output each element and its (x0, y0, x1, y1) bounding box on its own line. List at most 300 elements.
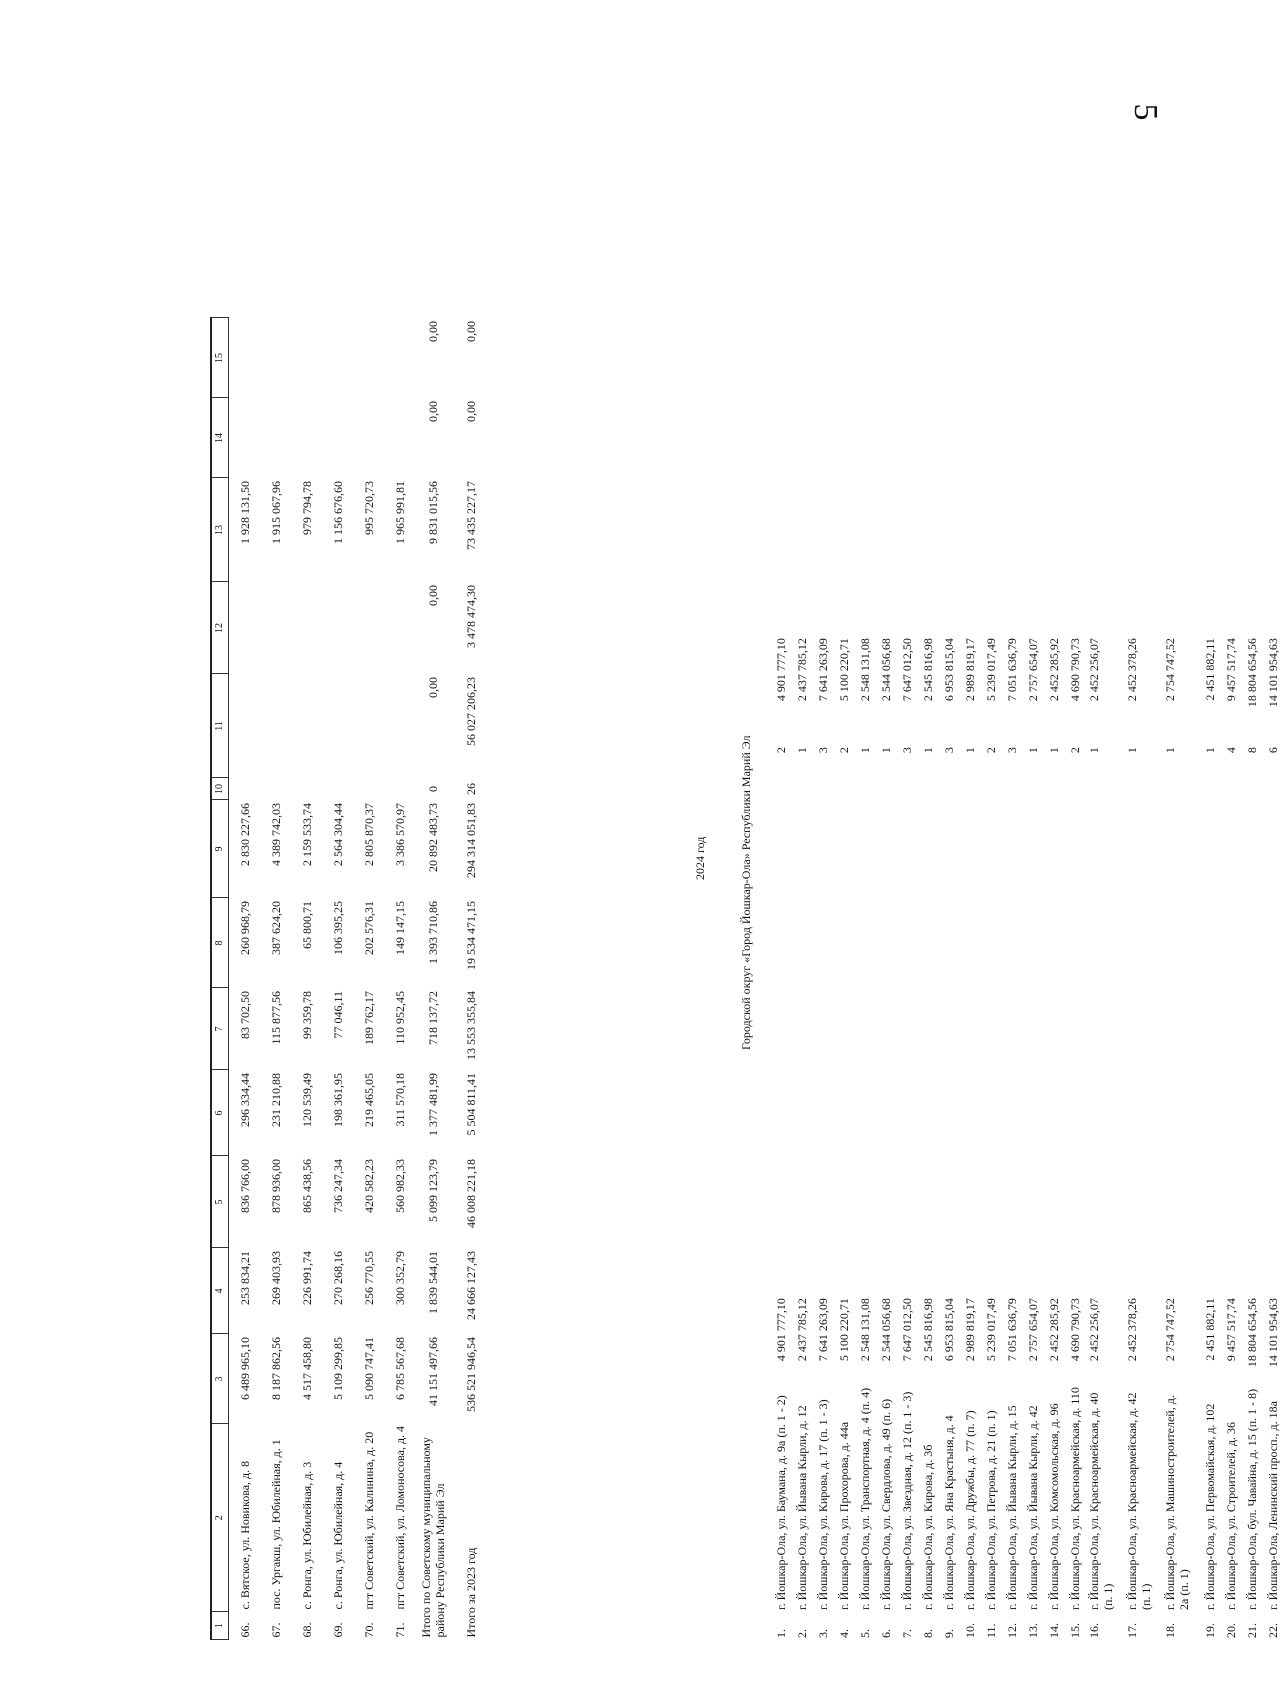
row-address: г. Йошкар-Ола, ул. Красноармейская, д. 40 (п. 1) (1087, 1392, 1115, 1610)
row-value-c9: 3 386 570,97 (392, 802, 407, 866)
row-empty-cell (812, 761, 833, 859)
row-value-c10: 8 (1244, 747, 1259, 754)
row-value-c10: 1 (1125, 747, 1139, 754)
row-empty-cell (854, 949, 875, 1031)
row-value-c3: 2 452 256,07 (1087, 1298, 1101, 1362)
table-row (1220, 635, 1241, 1640)
row-empty-cell (1064, 1117, 1085, 1209)
table-row (353, 318, 384, 1640)
row-empty-cell (1001, 1117, 1022, 1209)
row-address: г. Йошкар-Ола, ул. Петрова, д. 21 (п. 1) (983, 1410, 998, 1610)
table-row (384, 318, 415, 1640)
table-row (1123, 635, 1161, 1640)
row-value-c3: 14 101 954,63 (1265, 1298, 1280, 1368)
row-empty-cell (1241, 1209, 1262, 1295)
row-value-c12 (229, 582, 261, 674)
table-row (1199, 635, 1220, 1640)
row-empty-cell (1220, 761, 1241, 859)
row-empty-cell (896, 859, 917, 949)
row-value-c11: 14 101 954,63 (1265, 638, 1280, 708)
row-empty-cell (1022, 1031, 1043, 1117)
row-empty-cell (854, 1117, 875, 1209)
table-row (1262, 635, 1283, 1640)
row-empty-cell (1241, 1117, 1262, 1209)
row-address: с. Ронга, ул. Юбилейная, д. 4 (330, 1461, 345, 1610)
table-row (322, 318, 353, 1640)
row-number: 2. (794, 1629, 809, 1638)
row-value-c3: 5 239 017,49 (983, 1298, 998, 1362)
total-value-c9: 294 314 051,83 (464, 802, 478, 878)
row-address: г. Йошкар-Ола, ул. Йывана Кырли, д. 12 (794, 1405, 809, 1610)
row-value-c3: 2 548 131,08 (857, 1298, 872, 1362)
row-number: 15. (1067, 1623, 1082, 1638)
row-empty-cell (1262, 1031, 1283, 1117)
row-value-c8: 260 968,79 (237, 900, 252, 955)
row-empty-cell (854, 1209, 875, 1295)
row-value-c11: 7 641 263,09 (815, 638, 830, 702)
header-cell: 7 (211, 988, 229, 1070)
row-empty-cell (1064, 949, 1085, 1031)
row-empty-cell (1001, 1209, 1022, 1295)
row-number: 1. (773, 1629, 788, 1638)
row-empty-cell (1241, 859, 1262, 949)
row-number: 16. (1087, 1623, 1101, 1638)
row-value-c3: 7 647 012,50 (899, 1298, 914, 1362)
row-number: 66. (237, 1622, 252, 1638)
total-value-c4: 24 666 127,43 (464, 1250, 478, 1320)
table-row (833, 635, 854, 1640)
row-address: г. Йошкар-Ола, ул. Свердлова, д. 49 (п. 6) (878, 1398, 893, 1610)
row-number: 22. (1265, 1623, 1280, 1638)
row-empty-cell (791, 761, 812, 859)
row-value-c11: 4 690 790,73 (1067, 638, 1082, 702)
total-value-c7: 718 137,72 (426, 990, 440, 1045)
total-value-c3: 41 151 497,66 (426, 1336, 440, 1406)
row-empty-cell (1220, 1209, 1241, 1295)
row-empty-cell (833, 949, 854, 1031)
total-value-c15: 0,00 (464, 320, 478, 342)
row-value-c10: 1 (857, 747, 872, 754)
row-empty-cell (812, 1117, 833, 1209)
table-row (260, 318, 291, 1640)
header-cell: 11 (211, 674, 229, 778)
row-value-c10: 4 (1223, 747, 1238, 754)
row-value-c10 (260, 778, 291, 800)
header-cell: 1 (211, 1612, 229, 1640)
row-empty-cell (1085, 859, 1123, 949)
row-empty-cell (1043, 1209, 1064, 1295)
row-value-c6: 198 361,95 (330, 1072, 345, 1127)
row-value-c4: 269 403,93 (268, 1250, 283, 1305)
row-value-c11: 2 451 882,11 (1202, 638, 1217, 701)
row-value-c10: 3 (899, 747, 914, 754)
row-empty-cell (833, 1031, 854, 1117)
row-value-c15 (353, 318, 384, 398)
row-value-c10: 3 (941, 747, 956, 754)
row-empty-cell (959, 949, 980, 1031)
row-value-c14 (229, 398, 261, 478)
row-value-c11: 2 548 131,08 (857, 638, 872, 702)
row-value-c5: 836 766,00 (237, 1158, 252, 1213)
row-empty-cell (812, 949, 833, 1031)
row-value-c11: 7 051 636,79 (1004, 638, 1019, 702)
row-value-c13: 1 928 131,50 (237, 480, 252, 544)
row-value-c11: 2 452 256,07 (1087, 638, 1101, 702)
row-value-c3: 2 757 654,07 (1025, 1298, 1040, 1362)
row-number: 21. (1244, 1623, 1259, 1638)
row-empty-cell (854, 859, 875, 949)
total-value-c5: 46 008 221,18 (464, 1158, 478, 1228)
row-number: 68. (299, 1622, 314, 1638)
header-cell: 6 (211, 1070, 229, 1156)
row-value-c3: 4 901 777,10 (773, 1298, 788, 1362)
row-value-c11: 2 452 378,26 (1125, 638, 1139, 702)
total-value-c10: 26 (464, 782, 478, 795)
row-number: 11. (983, 1623, 998, 1638)
row-value-c14 (260, 398, 291, 478)
row-value-c10: 1 (878, 747, 893, 754)
row-value-c3: 6 785 567,68 (392, 1336, 407, 1400)
row-value-c4: 300 352,79 (392, 1250, 407, 1305)
row-empty-cell (1220, 859, 1241, 949)
row-empty-cell (875, 761, 896, 859)
row-empty-cell (833, 1117, 854, 1209)
table-row (812, 635, 833, 1640)
row-value-c3: 4 690 790,73 (1067, 1298, 1082, 1362)
row-empty-cell (917, 859, 938, 949)
row-empty-cell (1043, 761, 1064, 859)
header-cell: 13 (211, 478, 229, 582)
row-value-c6: 296 334,44 (237, 1072, 252, 1127)
row-value-c10 (229, 778, 261, 800)
total-value-c14: 0,00 (426, 400, 440, 422)
row-empty-cell (770, 1031, 791, 1117)
row-value-c8: 202 576,31 (361, 900, 376, 955)
row-value-c3: 2 754 747,52 (1163, 1298, 1177, 1362)
row-value-c4: 256 770,55 (361, 1250, 376, 1305)
row-value-c5: 865 438,56 (299, 1158, 314, 1213)
row-number: 71. (392, 1622, 407, 1638)
row-empty-cell (875, 1117, 896, 1209)
row-value-c11 (384, 674, 415, 778)
row-empty-cell (959, 1031, 980, 1117)
row-value-c11: 6 953 815,04 (941, 638, 956, 702)
header-cell: 9 (211, 800, 229, 898)
row-value-c3: 18 804 654,56 (1244, 1298, 1259, 1368)
total-value-c9: 20 892 483,73 (426, 802, 440, 872)
row-value-c13: 1 965 991,81 (392, 480, 407, 544)
row-value-c11: 5 239 017,49 (983, 638, 998, 702)
row-value-c3: 7 641 263,09 (815, 1298, 830, 1362)
row-number: 6. (878, 1629, 893, 1638)
row-empty-cell (1064, 859, 1085, 949)
row-value-c11: 9 457 517,74 (1223, 638, 1238, 702)
header-cell: 8 (211, 898, 229, 988)
row-empty-cell (1085, 949, 1123, 1031)
row-empty-cell (1199, 761, 1220, 859)
row-address: г. Йошкар-Ола, ул. Строителей, д. 36 (1223, 1422, 1238, 1610)
row-empty-cell (980, 761, 1001, 859)
row-empty-cell (1161, 859, 1199, 949)
row-empty-cell (1199, 859, 1220, 949)
row-number: 13. (1025, 1623, 1040, 1638)
row-value-c6: 219 465,05 (361, 1072, 376, 1127)
row-value-c10: 2 (773, 747, 788, 754)
row-empty-cell (938, 859, 959, 949)
row-value-c6: 311 570,18 (392, 1072, 407, 1127)
row-value-c9: 2 564 304,44 (330, 802, 345, 866)
total-value-c14: 0,00 (464, 400, 478, 422)
total-value-c12: 3 478 474,30 (464, 584, 478, 648)
row-empty-cell (770, 1117, 791, 1209)
row-value-c5: 878 936,00 (268, 1158, 283, 1213)
header-cell: 10 (211, 778, 229, 800)
row-empty-cell (1161, 949, 1199, 1031)
row-number: 67. (268, 1622, 283, 1638)
row-value-c11: 18 804 654,56 (1244, 638, 1259, 708)
row-empty-cell (1001, 949, 1022, 1031)
row-empty-cell (1241, 949, 1262, 1031)
total-value-c8: 19 534 471,15 (464, 900, 478, 970)
row-empty-cell (1262, 1209, 1283, 1295)
table-row (959, 635, 980, 1640)
year-label: 2024 год (693, 836, 707, 880)
row-value-c10 (353, 778, 384, 800)
row-empty-cell (854, 761, 875, 859)
row-value-c15 (384, 318, 415, 398)
row-value-c11 (322, 674, 353, 778)
row-empty-cell (980, 1031, 1001, 1117)
row-empty-cell (1262, 949, 1283, 1031)
row-value-c15 (260, 318, 291, 398)
row-empty-cell (1161, 1031, 1199, 1117)
row-value-c10: 2 (983, 747, 998, 754)
row-value-c11 (353, 674, 384, 778)
row-number: 14. (1046, 1623, 1061, 1638)
row-number: 17. (1125, 1623, 1139, 1638)
row-value-c5: 420 582,23 (361, 1158, 376, 1213)
row-empty-cell (1123, 761, 1161, 859)
header-cell: 14 (211, 398, 229, 478)
row-value-c7: 115 877,56 (268, 990, 283, 1045)
row-value-c15 (291, 318, 322, 398)
row-value-c7: 189 762,17 (361, 990, 376, 1045)
row-number: 19. (1202, 1623, 1217, 1638)
row-empty-cell (1161, 761, 1199, 859)
row-value-c10: 1 (794, 747, 809, 754)
table-row (875, 635, 896, 1640)
total-value-c6: 1 377 481,99 (426, 1072, 440, 1136)
row-empty-cell (1241, 1031, 1262, 1117)
row-empty-cell (833, 859, 854, 949)
row-address: с. Вятское, ул. Новикова, д. 8 (237, 1460, 252, 1610)
row-value-c11: 2 452 285,92 (1046, 638, 1061, 702)
row-empty-cell (812, 859, 833, 949)
row-empty-cell (1123, 1117, 1161, 1209)
row-value-c11 (229, 674, 261, 778)
table-row (1241, 635, 1262, 1640)
row-empty-cell (1085, 1117, 1123, 1209)
row-empty-cell (1123, 949, 1161, 1031)
row-value-c10: 1 (1046, 747, 1061, 754)
row-empty-cell (1199, 1031, 1220, 1117)
row-empty-cell (959, 1117, 980, 1209)
total-value-c12: 0,00 (426, 584, 440, 606)
page-number: 5 (1127, 103, 1164, 121)
row-empty-cell (833, 761, 854, 859)
row-empty-cell (917, 1117, 938, 1209)
table-row (980, 635, 1001, 1640)
row-address: г. Йошкар-Ола, ул. Прохорова, д. 44а (836, 1421, 851, 1610)
row-value-c3: 6 953 815,04 (941, 1298, 956, 1362)
table-row (896, 635, 917, 1640)
row-value-c11: 2 989 819,17 (962, 638, 977, 702)
row-empty-cell (770, 761, 791, 859)
row-value-c11: 5 100 220,71 (836, 638, 851, 702)
row-value-c11: 2 754 747,52 (1163, 638, 1177, 702)
row-empty-cell (917, 949, 938, 1031)
row-empty-cell (854, 1031, 875, 1117)
row-number: 18. (1163, 1623, 1177, 1638)
row-address: г. Йошкар-Ола, ул. Красноармейская, д. 42 (п. 1) (1125, 1392, 1153, 1610)
row-empty-cell (791, 1031, 812, 1117)
table-row (1064, 635, 1085, 1640)
row-empty-cell (938, 761, 959, 859)
row-empty-cell (875, 859, 896, 949)
row-empty-cell (938, 1209, 959, 1295)
row-address: пгт Советский, ул. Калинина, д. 20 (361, 1431, 376, 1610)
row-address: пос. Ургакш, ул. Юбилейная, д. 1 (268, 1439, 283, 1610)
table-row (917, 635, 938, 1640)
row-value-c4: 270 268,16 (330, 1250, 345, 1305)
row-value-c4: 253 834,21 (237, 1250, 252, 1305)
total-value-c13: 73 435 227,17 (464, 480, 478, 550)
total-value-c11: 56 027 206,23 (464, 676, 478, 746)
row-value-c3: 2 452 285,92 (1046, 1298, 1061, 1362)
row-value-c9: 2 805 870,37 (361, 802, 376, 866)
row-value-c3: 5 109 299,85 (330, 1336, 345, 1400)
row-value-c3: 2 451 882,11 (1202, 1298, 1217, 1361)
row-value-c3: 4 517 458,80 (299, 1336, 314, 1400)
row-empty-cell (875, 1031, 896, 1117)
row-value-c14 (353, 398, 384, 478)
row-value-c11 (260, 674, 291, 778)
total-value-c4: 1 839 544,01 (426, 1250, 440, 1314)
row-empty-cell (1161, 1209, 1199, 1295)
row-value-c5: 736 247,34 (330, 1158, 345, 1213)
row-address: г. Йошкар-Ола, ул. Кирова, д. 3б (920, 1444, 935, 1610)
row-empty-cell (812, 1031, 833, 1117)
row-value-c3: 6 489 965,10 (237, 1336, 252, 1400)
row-value-c10: 3 (1004, 747, 1019, 754)
row-address: г. Йошкар-Ола, ул. Йывана Кырли, д. 15 (1004, 1405, 1019, 1610)
row-value-c3: 9 457 517,74 (1223, 1298, 1238, 1362)
row-value-c10: 2 (1067, 747, 1082, 754)
row-empty-cell (980, 859, 1001, 949)
row-address: пгт Советский, ул. Ломоносова, д. 4 (392, 1425, 407, 1610)
row-empty-cell (1064, 1209, 1085, 1295)
row-empty-cell (959, 1209, 980, 1295)
row-value-c8: 106 395,25 (330, 900, 345, 955)
row-empty-cell (917, 1031, 938, 1117)
table-row (1043, 635, 1064, 1640)
row-address: г. Йошкар-Ола, ул. Яна Крастыня, д. 4 (941, 1415, 956, 1610)
row-empty-cell (896, 1031, 917, 1117)
row-value-c10: 1 (1087, 747, 1101, 754)
total-value-c11: 0,00 (426, 676, 440, 698)
header-cell: 12 (211, 582, 229, 674)
row-value-c9: 2 830 227,66 (237, 802, 252, 866)
row-value-c8: 387 624,20 (268, 900, 283, 955)
row-value-c13: 1 156 676,60 (330, 480, 345, 544)
total-value-c5: 5 099 123,79 (426, 1158, 440, 1222)
row-address: г. Йошкар-Ола, бул. Чавайна, д. 15 (п. 1 - 8) (1244, 1388, 1259, 1610)
row-value-c12 (260, 582, 291, 674)
total-value-c3: 536 521 946,54 (464, 1336, 478, 1412)
table-2023 (210, 317, 491, 1640)
row-empty-cell (1262, 1117, 1283, 1209)
row-empty-cell (1043, 949, 1064, 1031)
row-empty-cell (791, 1209, 812, 1295)
row-empty-cell (1001, 859, 1022, 949)
row-value-c12 (384, 582, 415, 674)
row-value-c10 (384, 778, 415, 800)
row-address: г. Йошкар-Ола, ул. Дружбы, д. 77 (п. 7) (962, 1410, 977, 1610)
total-value-c13: 9 831 015,56 (426, 480, 440, 544)
row-value-c10: 3 (815, 747, 830, 754)
header-cell: 3 (211, 1334, 229, 1424)
total-value-c7: 13 553 355,84 (464, 990, 478, 1060)
row-empty-cell (896, 949, 917, 1031)
total-value-c10: 0 (426, 785, 440, 792)
row-address: г. Йошкар-Ола, ул. Транспортная, д. 4 (п. 4) (857, 1387, 872, 1610)
district-label: Городской округ «Город Йошкар-Ола» Республики Марий Эл (739, 735, 753, 1050)
row-address: г. Йошкар-Ола, ул. Комсомольская, д. 96 (1046, 1403, 1061, 1610)
total-value-c8: 1 393 710,86 (426, 900, 440, 964)
row-empty-cell (1064, 1031, 1085, 1117)
row-empty-cell (1022, 761, 1043, 859)
row-address: г. Йошкар-Ола, Ленинский просп., д. 18а (1265, 1401, 1280, 1610)
row-address: с. Ронга, ул. Юбилейная, д. 3 (299, 1461, 314, 1610)
total-value-c6: 5 504 811,41 (464, 1072, 478, 1136)
row-empty-cell (980, 1117, 1001, 1209)
row-value-c12 (291, 582, 322, 674)
row-empty-cell (917, 761, 938, 859)
row-empty-cell (896, 1117, 917, 1209)
row-value-c11: 2 544 056,68 (878, 638, 893, 702)
header-cell: 4 (211, 1248, 229, 1334)
row-empty-cell (1085, 1031, 1123, 1117)
table-row (291, 318, 322, 1640)
row-empty-cell (791, 949, 812, 1031)
row-empty-cell (896, 1209, 917, 1295)
row-empty-cell (1043, 859, 1064, 949)
row-address: г. Йошкар-Ола, ул. Первомайская, д. 102 (1202, 1403, 1217, 1610)
row-number: 20. (1223, 1623, 1238, 1638)
row-value-c13: 1 915 067,96 (268, 480, 283, 544)
row-empty-cell (1220, 1031, 1241, 1117)
row-value-c10 (322, 778, 353, 800)
row-value-c11: 2 757 654,07 (1025, 638, 1040, 702)
row-value-c8: 149 147,15 (392, 900, 407, 955)
row-number: 4. (836, 1629, 851, 1638)
row-value-c9: 4 389 742,03 (268, 802, 283, 866)
row-empty-cell (875, 1209, 896, 1295)
row-value-c11: 7 647 012,50 (899, 638, 914, 702)
row-empty-cell (1043, 1031, 1064, 1117)
row-empty-cell (896, 761, 917, 859)
row-value-c7: 77 046,11 (330, 990, 345, 1039)
